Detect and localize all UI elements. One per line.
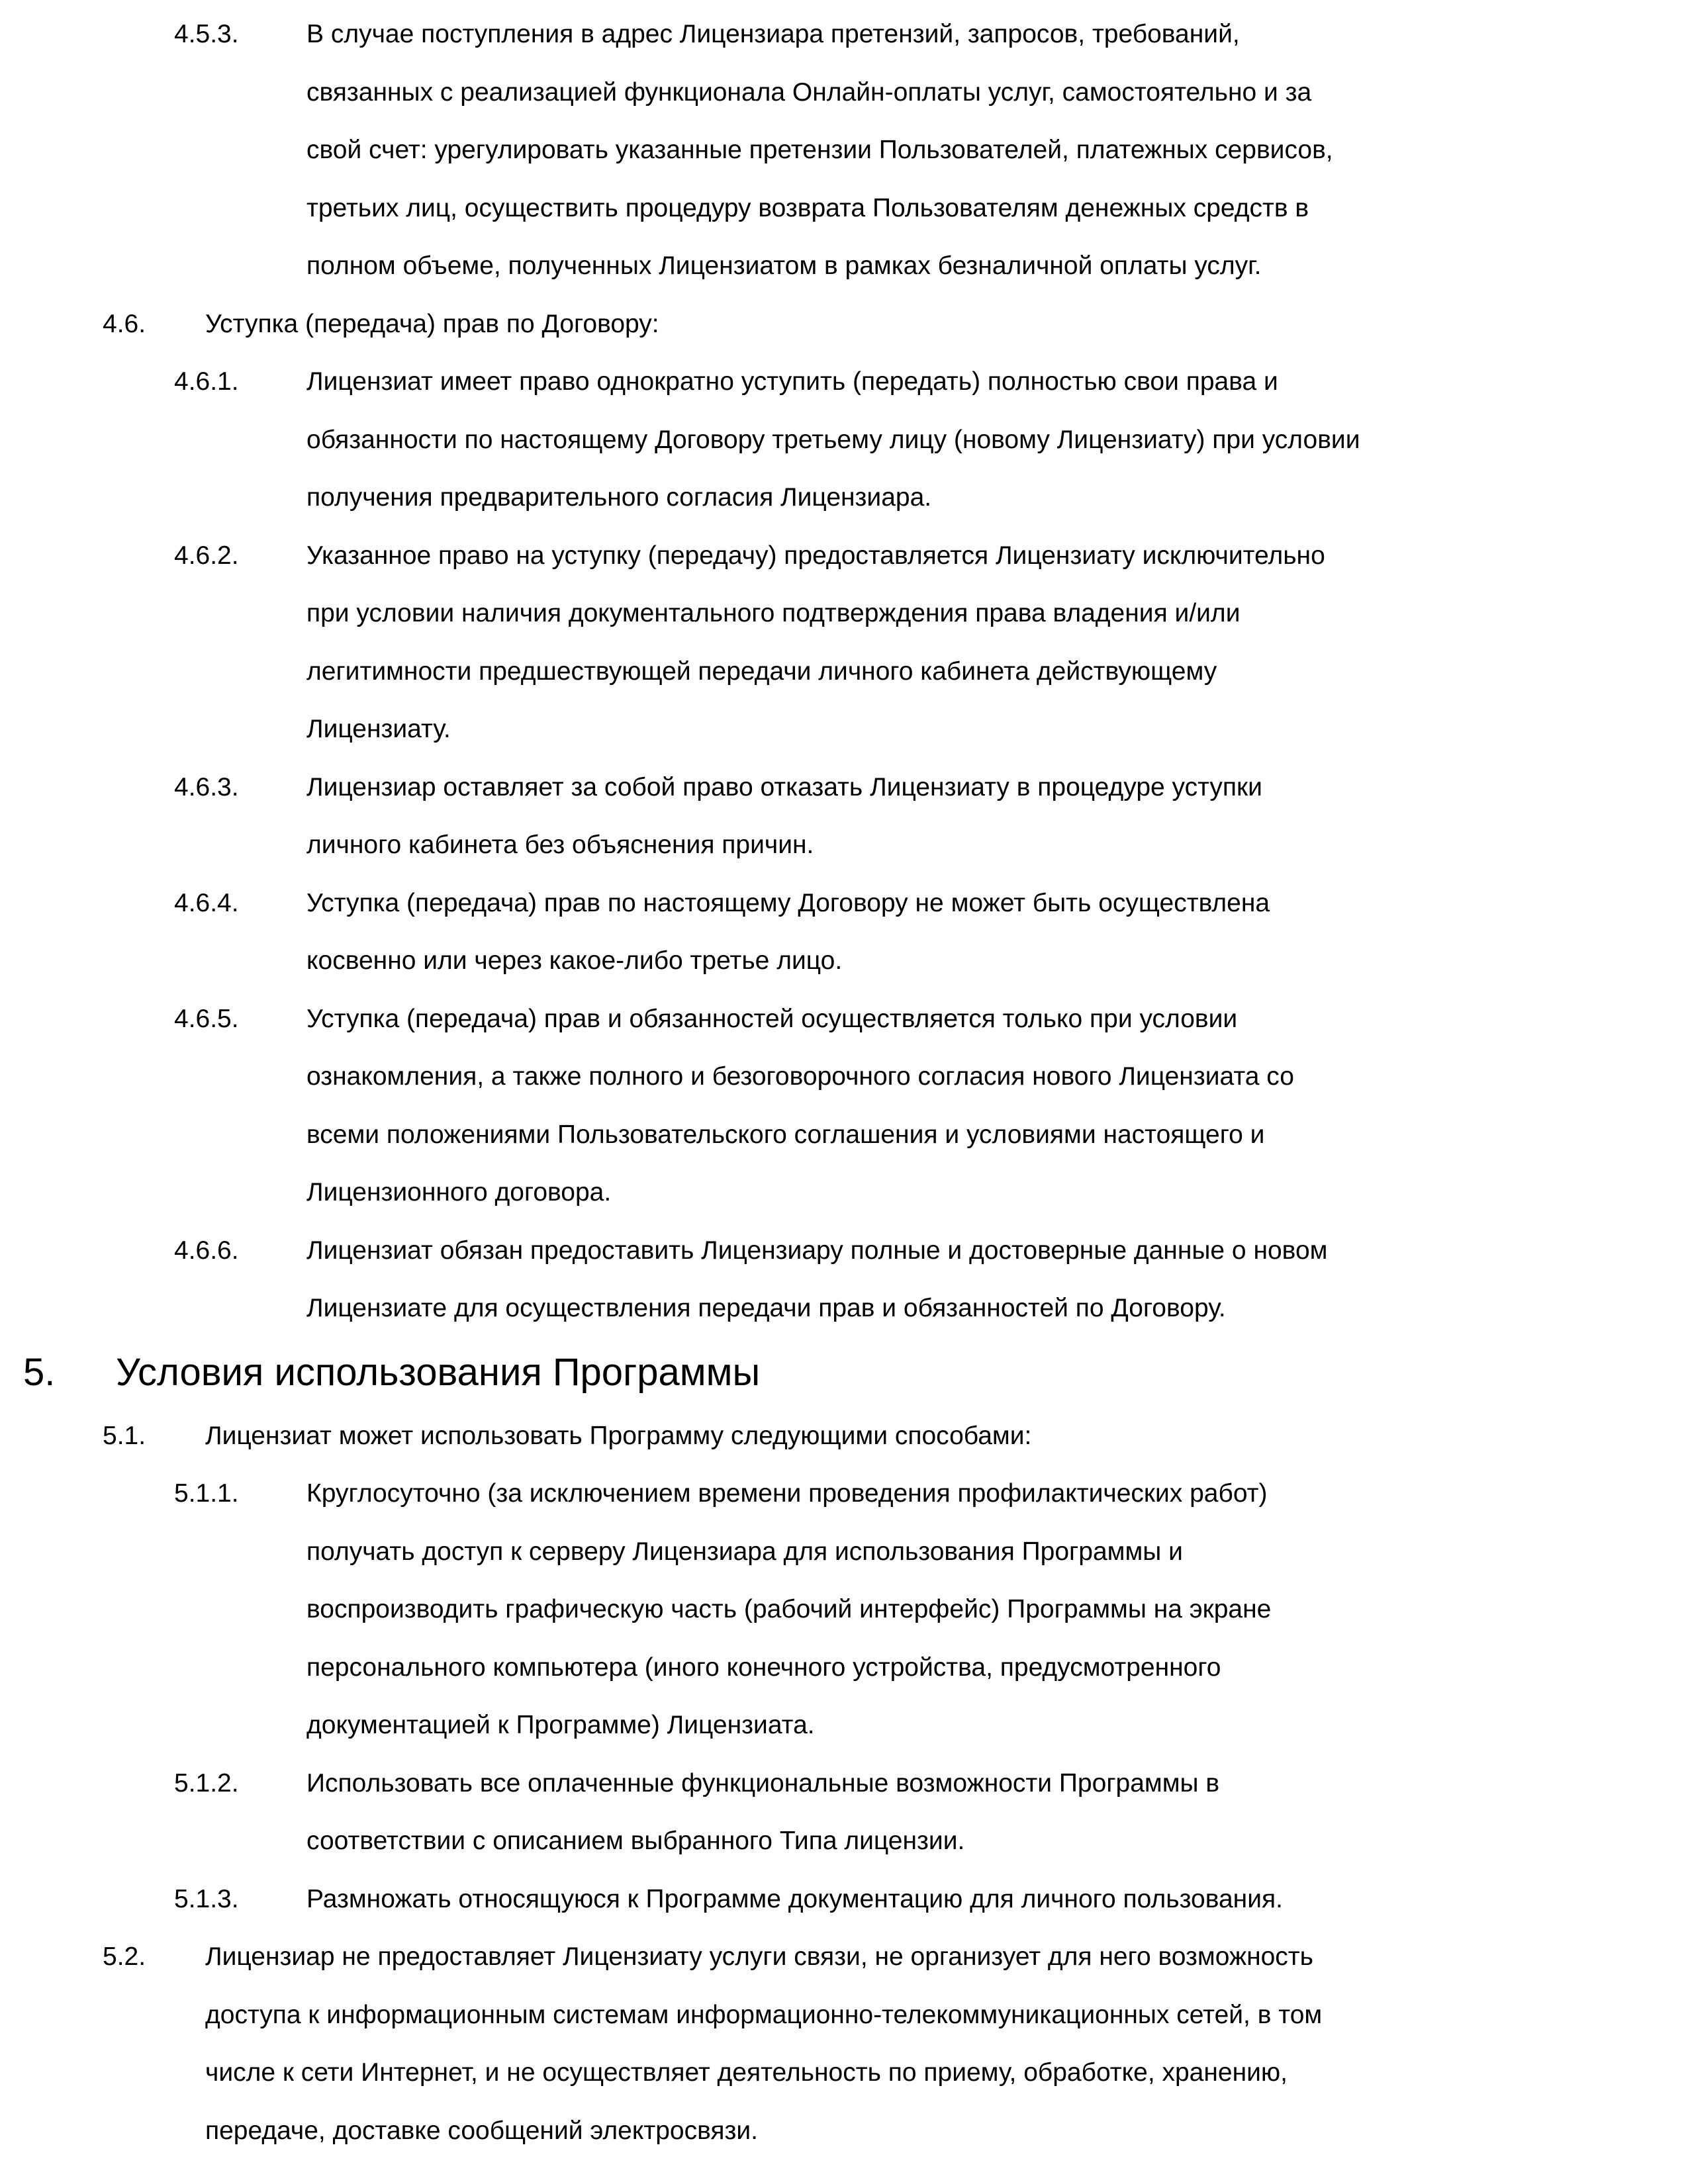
clause-text (306, 990, 1688, 1222)
clause (0, 1870, 1688, 1929)
clause (0, 353, 1688, 527)
clause-number: 5.2. (103, 1942, 146, 1971)
clause-number: 4.6.5. (174, 1004, 239, 1033)
clause-number: 4.6.4. (174, 888, 239, 917)
text-line: полном объеме, полученных Лицензиатом в рамках безналичной оплаты услуг. (306, 251, 1262, 280)
text-line: Лицензиату. (306, 715, 451, 743)
clause-text (205, 1928, 1688, 2160)
text-line: Лицензиат имеет право однократно уступить (передать) полностью свои права и (306, 367, 1278, 396)
clause-text (306, 1870, 1688, 1929)
text-line: Лицензиар не предоставляет Лицензиату услуги связи, не организует для него возможность (205, 1942, 1313, 1971)
text-line: всеми положениями Пользовательского соглашения и условиями настоящего и (306, 1120, 1265, 1149)
clause-number: 4.6.2. (174, 541, 239, 570)
text-line: воспроизводить графическую часть (рабочий интерфейс) Программы на экране (306, 1595, 1272, 1623)
text-line: В случае поступления в адрес Лицензиара претензий, запросов, требований, (306, 20, 1240, 48)
clause (0, 758, 1688, 874)
text-line: передаче, доставке сообщений электросвязи. (205, 2116, 758, 2145)
text-line: Лицензиат обязан предоставить Лицензиару полные и достоверные данные о новом (306, 1236, 1328, 1265)
clause-text (306, 1465, 1688, 1754)
text-line: косвенно или через какое-либо третье лицо. (306, 946, 843, 975)
clause-number: 5.1.1. (174, 1479, 239, 1508)
clause (0, 527, 1688, 758)
clause (0, 295, 1688, 353)
text-line: получать доступ к серверу Лицензиара для использования Программы и (306, 1537, 1183, 1566)
clause (0, 1928, 1688, 2160)
section-heading (0, 1338, 1688, 1407)
text-line: Размножать относящуюся к Программе документацию для личного пользования. (306, 1884, 1283, 1913)
text-line: Лицензиат может использовать Программу следующими способами: (205, 1421, 1032, 1450)
clause-text (205, 1407, 1688, 1465)
clause-text (306, 1754, 1688, 1870)
text-line: при условии наличия документального подтверждения права владения и/или (306, 599, 1241, 627)
clause-number: 4.6.3. (174, 772, 239, 801)
text-line: соответствии с описанием выбранного Типа лицензии. (306, 1827, 965, 1855)
clause-number: 4.6.6. (174, 1236, 239, 1265)
clause (0, 990, 1688, 1222)
text-line: связанных с реализацией функционала Онлайн-оплаты услуг, самостоятельно и за (306, 77, 1312, 107)
text-line: персонального компьютера (иного конечного устройства, предусмотренного (306, 1653, 1221, 1682)
clause-number: 4.6. (103, 309, 146, 338)
text-line: получения предварительного согласия Лицензиара. (306, 483, 932, 512)
clause-text (205, 295, 1688, 353)
clause (0, 5, 1688, 295)
clause-text (116, 1338, 1688, 1407)
text-line: легитимности предшествующей передачи личного кабинета действующему (306, 657, 1217, 686)
text-line: третьих лиц, осуществить процедуру возврата Пользователям денежных средств в (306, 193, 1309, 222)
text-line: свой счет: урегулировать указанные претензии Пользователей, платежных сервисов, (306, 136, 1333, 164)
text-line: доступа к информационным системам информационно-телекоммуникационных сетей, в том (205, 2000, 1323, 2029)
text-line: числе к сети Интернет, и не осуществляет деятельность по приему, обработке, хранению, (205, 2058, 1288, 2087)
text-line: Использовать все оплаченные функциональные возможности Программы в (306, 1768, 1220, 1797)
clause-number: 5.1.3. (174, 1884, 239, 1913)
text-line: Уступка (передача) прав и обязанностей осуществляется только при условии (306, 1004, 1238, 1033)
clause-text (306, 1222, 1688, 1338)
text-line: Условия использования Программы (116, 1350, 761, 1394)
clause-number: 4.6.1. (174, 367, 239, 396)
clause-number: 5.1. (103, 1421, 146, 1450)
text-line: Лицензиар оставляет за собой право отказать Лицензиату в процедуре уступки (306, 772, 1262, 801)
text-line: обязанности по настоящему Договору третьему лицу (новому Лицензиату) при условии (306, 425, 1360, 454)
clause (0, 874, 1688, 990)
clause-text (306, 758, 1688, 874)
clause-number: 5. (23, 1350, 56, 1394)
text-line: Лицензионного договора. (306, 1178, 612, 1206)
clause-text (306, 874, 1688, 990)
clause-number: 4.5.3. (174, 20, 239, 48)
text-line: личного кабинета без объяснения причин. (306, 831, 814, 859)
clause-text (306, 5, 1688, 295)
clause-text (306, 527, 1688, 758)
clause (0, 1465, 1688, 1754)
text-line: Лицензиате для осуществления передачи прав и обязанностей по Договору. (306, 1294, 1226, 1322)
text-line: Уступка (передача) прав по Договору: (205, 309, 659, 338)
text-line: Круглосуточно (за исключением времени проведения профилактических работ) (306, 1479, 1268, 1508)
clause (0, 1407, 1688, 1465)
text-line: документацией к Программе) Лицензиата. (306, 1711, 815, 1739)
clause (0, 1222, 1688, 1338)
clause (0, 1754, 1688, 1870)
clause-number: 5.1.2. (174, 1768, 239, 1797)
text-line: Указанное право на уступку (передачу) предоставляется Лицензиату исключительно (306, 541, 1325, 570)
text-line: Уступка (передача) прав по настоящему Договору не может быть осуществлена (306, 888, 1270, 917)
text-line: ознакомления, а также полного и безоговорочного согласия нового Лицензиата со (306, 1062, 1294, 1091)
clause-text (306, 353, 1688, 527)
